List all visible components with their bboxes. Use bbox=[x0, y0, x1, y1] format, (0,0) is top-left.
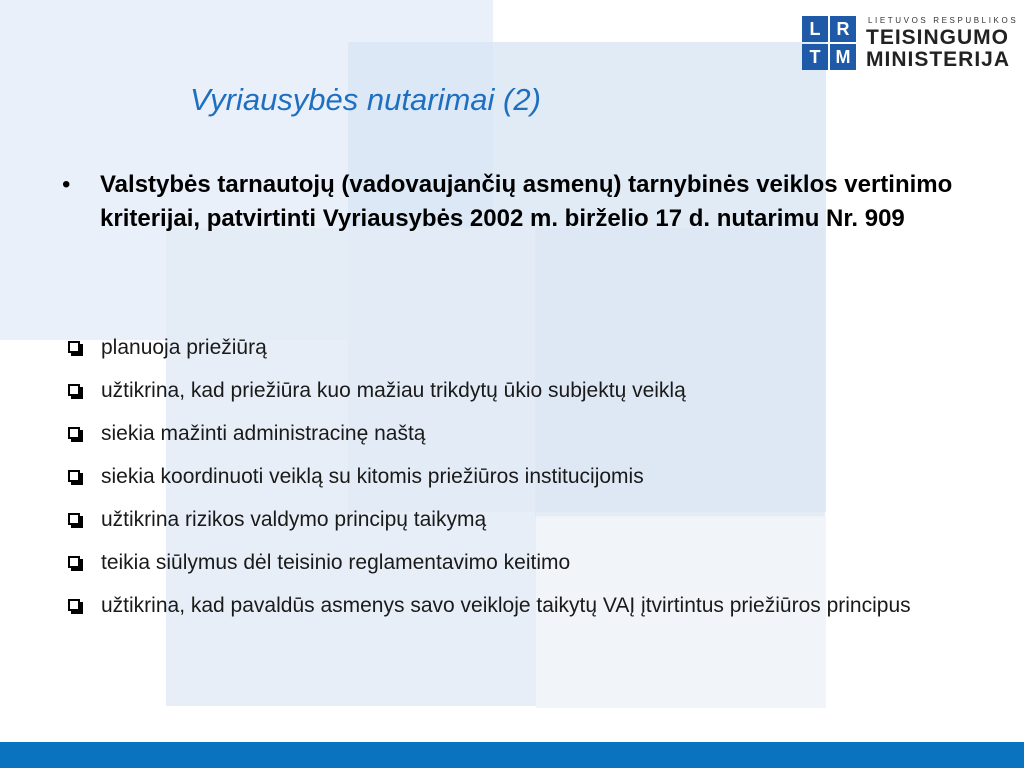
bullet-dot-icon: • bbox=[62, 171, 71, 198]
slide-title: Vyriausybės nutarimai (2) bbox=[190, 82, 541, 117]
square-checkbox-icon bbox=[66, 547, 101, 579]
list-item bbox=[66, 461, 966, 493]
list-item bbox=[66, 375, 966, 407]
list-item-text: teikia siūlymus dėl teisinio reglamentavimo keitimo bbox=[101, 551, 571, 574]
logo-subtitle: LIETUVOS RESPUBLIKOS bbox=[868, 16, 1019, 25]
main-bullet-item bbox=[62, 168, 962, 236]
logo-letter: L bbox=[802, 16, 828, 42]
main-bullet-text: Valstybės tarnautojų (vadovaujančių asmenų) tarnybinės veiklos vertinimo kriterijai, patvirtinti Vyriausybės 2002 m. birželio 17 d. nutarimu Nr. 909 bbox=[100, 171, 953, 232]
logo-name-line1: TEISINGUMO bbox=[866, 26, 1010, 49]
list-item-text: siekia koordinuoti veiklą su kitomis priežiūros institucijomis bbox=[101, 465, 644, 488]
footer-bar bbox=[0, 742, 1024, 768]
logo-mark bbox=[802, 16, 856, 70]
list-item-text: planuoja priežiūrą bbox=[101, 336, 267, 359]
list-item bbox=[66, 590, 966, 622]
square-checkbox-icon bbox=[66, 418, 101, 450]
square-checkbox-icon bbox=[66, 375, 101, 407]
list-item-text: siekia mažinti administracinę naštą bbox=[101, 422, 426, 445]
list-item-text: užtikrina rizikos valdymo principų taikymą bbox=[101, 508, 487, 531]
square-checkbox-icon bbox=[66, 590, 101, 622]
logo-letter: R bbox=[830, 16, 856, 42]
list-item-text: užtikrina, kad pavaldūs asmenys savo veikloje taikytų VAĮ įtvirtintus priežiūros principus bbox=[101, 594, 911, 617]
logo-letter: T bbox=[802, 44, 828, 70]
logo-letter: M bbox=[830, 44, 856, 70]
ministry-logo bbox=[802, 16, 1019, 72]
list-item bbox=[66, 504, 966, 536]
list-item bbox=[66, 547, 966, 579]
square-checkbox-icon bbox=[66, 504, 101, 536]
list-item bbox=[66, 332, 966, 364]
square-checkbox-icon bbox=[66, 461, 101, 493]
square-checkbox-icon bbox=[66, 332, 101, 364]
logo-name-line2: MINISTERIJA bbox=[866, 48, 1011, 71]
list-item-text: užtikrina, kad priežiūra kuo mažiau trikdytų ūkio subjektų veiklą bbox=[101, 379, 686, 402]
checklist bbox=[66, 332, 966, 633]
list-item bbox=[66, 418, 966, 450]
